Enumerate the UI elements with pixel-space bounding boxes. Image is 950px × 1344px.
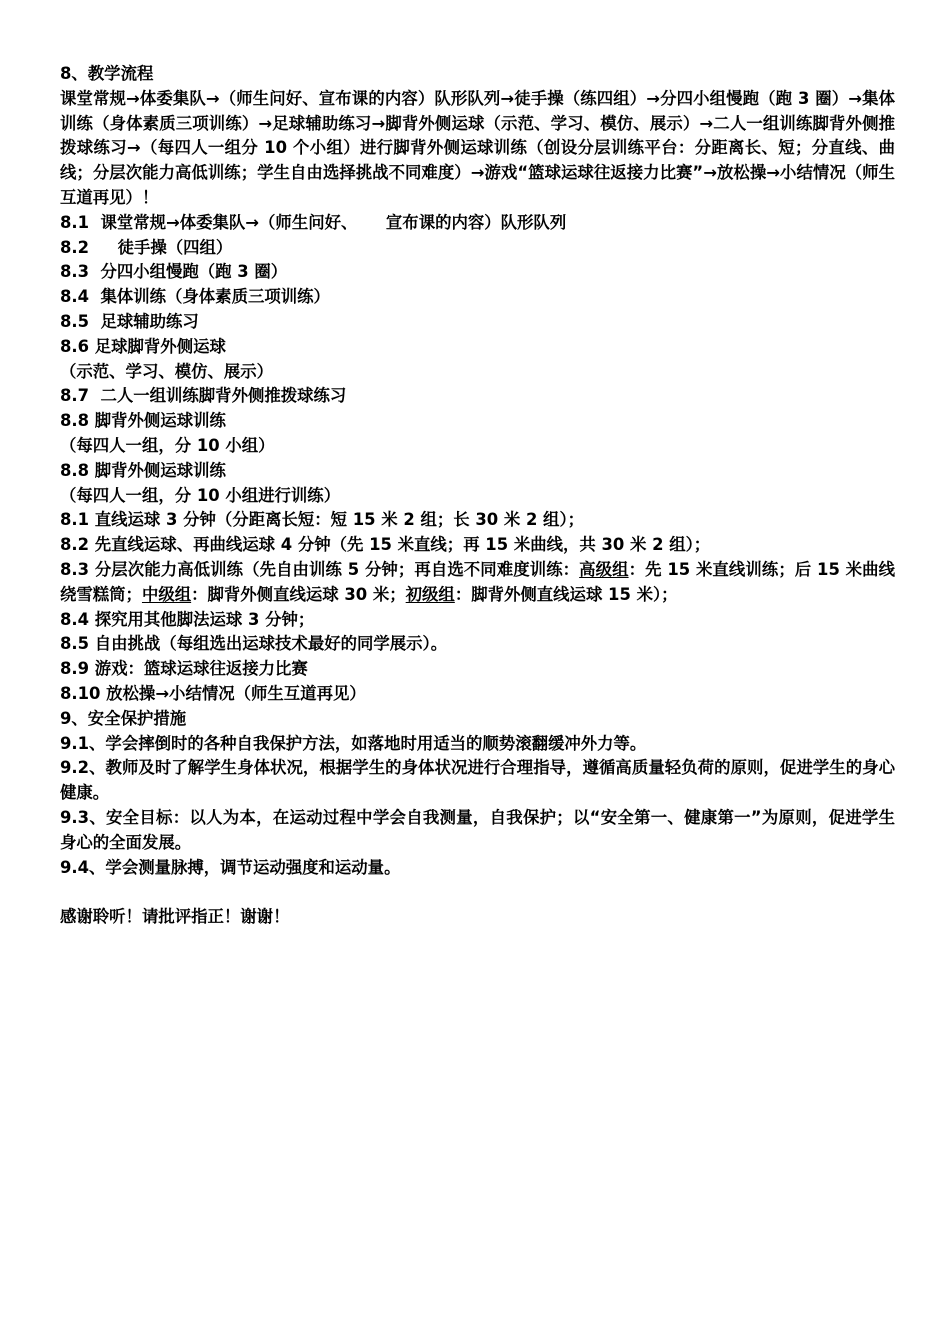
training-8-5: 8.5 自由挑战（每组选出运球技术最好的同学展示）。 (60, 634, 448, 654)
training-8-4: 8.4 探究用其他脚法运球 3 分钟； (60, 609, 315, 629)
step-8-6: 8.6 足球脚背外侧运球 (60, 336, 226, 356)
step-8-5: 8.5 足球辅助练习 (60, 311, 199, 331)
step-8-8-second-note: （每四人一组，分 10 小组进行训练） (60, 485, 341, 505)
advanced-group-text: ：先 15 米直线训练；后 15 米曲线绕雪糕筒； (60, 559, 896, 604)
beginner-group-text: ：脚背外侧直线运球 15 米）； (454, 584, 678, 604)
step-8-1: 8.1 课堂常规→体委集队→（师生问好、 宣布课的内容）队形队列 (60, 212, 567, 232)
closing-remark: 感谢聆听！请批评指正！谢谢！ (60, 907, 290, 927)
safety-9-3: 9.3、安全目标：以人为本，在运动过程中学会自我测量，自我保护；以“安全第一、健康第一”为原则，促进学生身心的全面发展。 (60, 807, 895, 852)
intermediate-group-label: 中级组 (141, 584, 192, 604)
training-8-3-intro: 8.3 分层次能力高低训练（先自由训练 5 分钟；再自选不同难度训练： (60, 559, 580, 579)
step-8-8-second: 8.8 脚背外侧运球训练 (60, 460, 226, 480)
document-body (60, 62, 895, 930)
safety-9-4: 9.4、学会测量脉搏，调节运动强度和运动量。 (60, 857, 401, 877)
flow-overview-paragraph: 课堂常规→体委集队→（师生问好、宣布课的内容）队形队列→徒手操（练四组）→分四小组慢跑（跑 3 圈）→集体训练（身体素质三项训练）→足球辅助练习→脚背外侧运球（示范、学习、模仿、展示）→二人一组训练脚背外侧推拨球练习→（每四人一组分 10 个小组）进行脚背外侧运球训练（创设分层训练平台：分距离长、短；分直线、曲线；分层次能力高低训练；学生自由选择挑战不同难度）→游戏“篮球运球往返接力比赛”→放松操→小结情况（师生互道再见）！ (60, 88, 895, 207)
blank-line (60, 880, 895, 905)
step-8-2: 8.2 徒手操（四组） (60, 237, 233, 257)
training-8-1: 8.1 直线运球 3 分钟（分距离长短：短 15 米 2 组；长 30 米 2 组）； (60, 510, 585, 530)
cooldown-8-10: 8.10 放松操→小结情况（师生互道再见） (60, 683, 366, 703)
safety-9-2: 9.2、教师及时了解学生身体状况，根据学生的身体状况进行合理指导，遵循高质量轻负荷的原则，促进学生的身心健康。 (60, 758, 895, 803)
beginner-group-label: 初级组 (405, 584, 455, 604)
section-heading-teaching-flow: 8、教学流程 (60, 64, 154, 83)
step-8-3: 8.3 分四小组慢跑（跑 3 圈） (60, 262, 288, 282)
game-8-9: 8.9 游戏：篮球运球往返接力比赛 (60, 659, 308, 679)
safety-9-1: 9.1、学会摔倒时的各种自我保护方法，如落地时用适当的顺势滚翻缓冲外力等。 (60, 733, 647, 753)
training-8-3 (60, 558, 895, 608)
intermediate-group-text: ：脚背外侧直线运球 30 米； (191, 584, 406, 604)
advanced-group-label: 高级组 (579, 559, 629, 579)
step-8-8-first-note: （每四人一组，分 10 小组） (60, 435, 275, 455)
section-heading-safety: 9、安全保护措施 (60, 708, 187, 728)
training-8-2: 8.2 先直线运球、再曲线运球 4 分钟（先 15 米直线；再 15 米曲线，共 30 米 2 组）； (60, 535, 711, 555)
step-8-4: 8.4 集体训练（身体素质三项训练） (60, 287, 330, 307)
step-8-7: 8.7 二人一组训练脚背外侧推拨球练习 (60, 386, 347, 406)
step-8-8-first: 8.8 脚背外侧运球训练 (60, 411, 226, 431)
step-8-6-note: （示范、学习、模仿、展示） (60, 361, 274, 381)
